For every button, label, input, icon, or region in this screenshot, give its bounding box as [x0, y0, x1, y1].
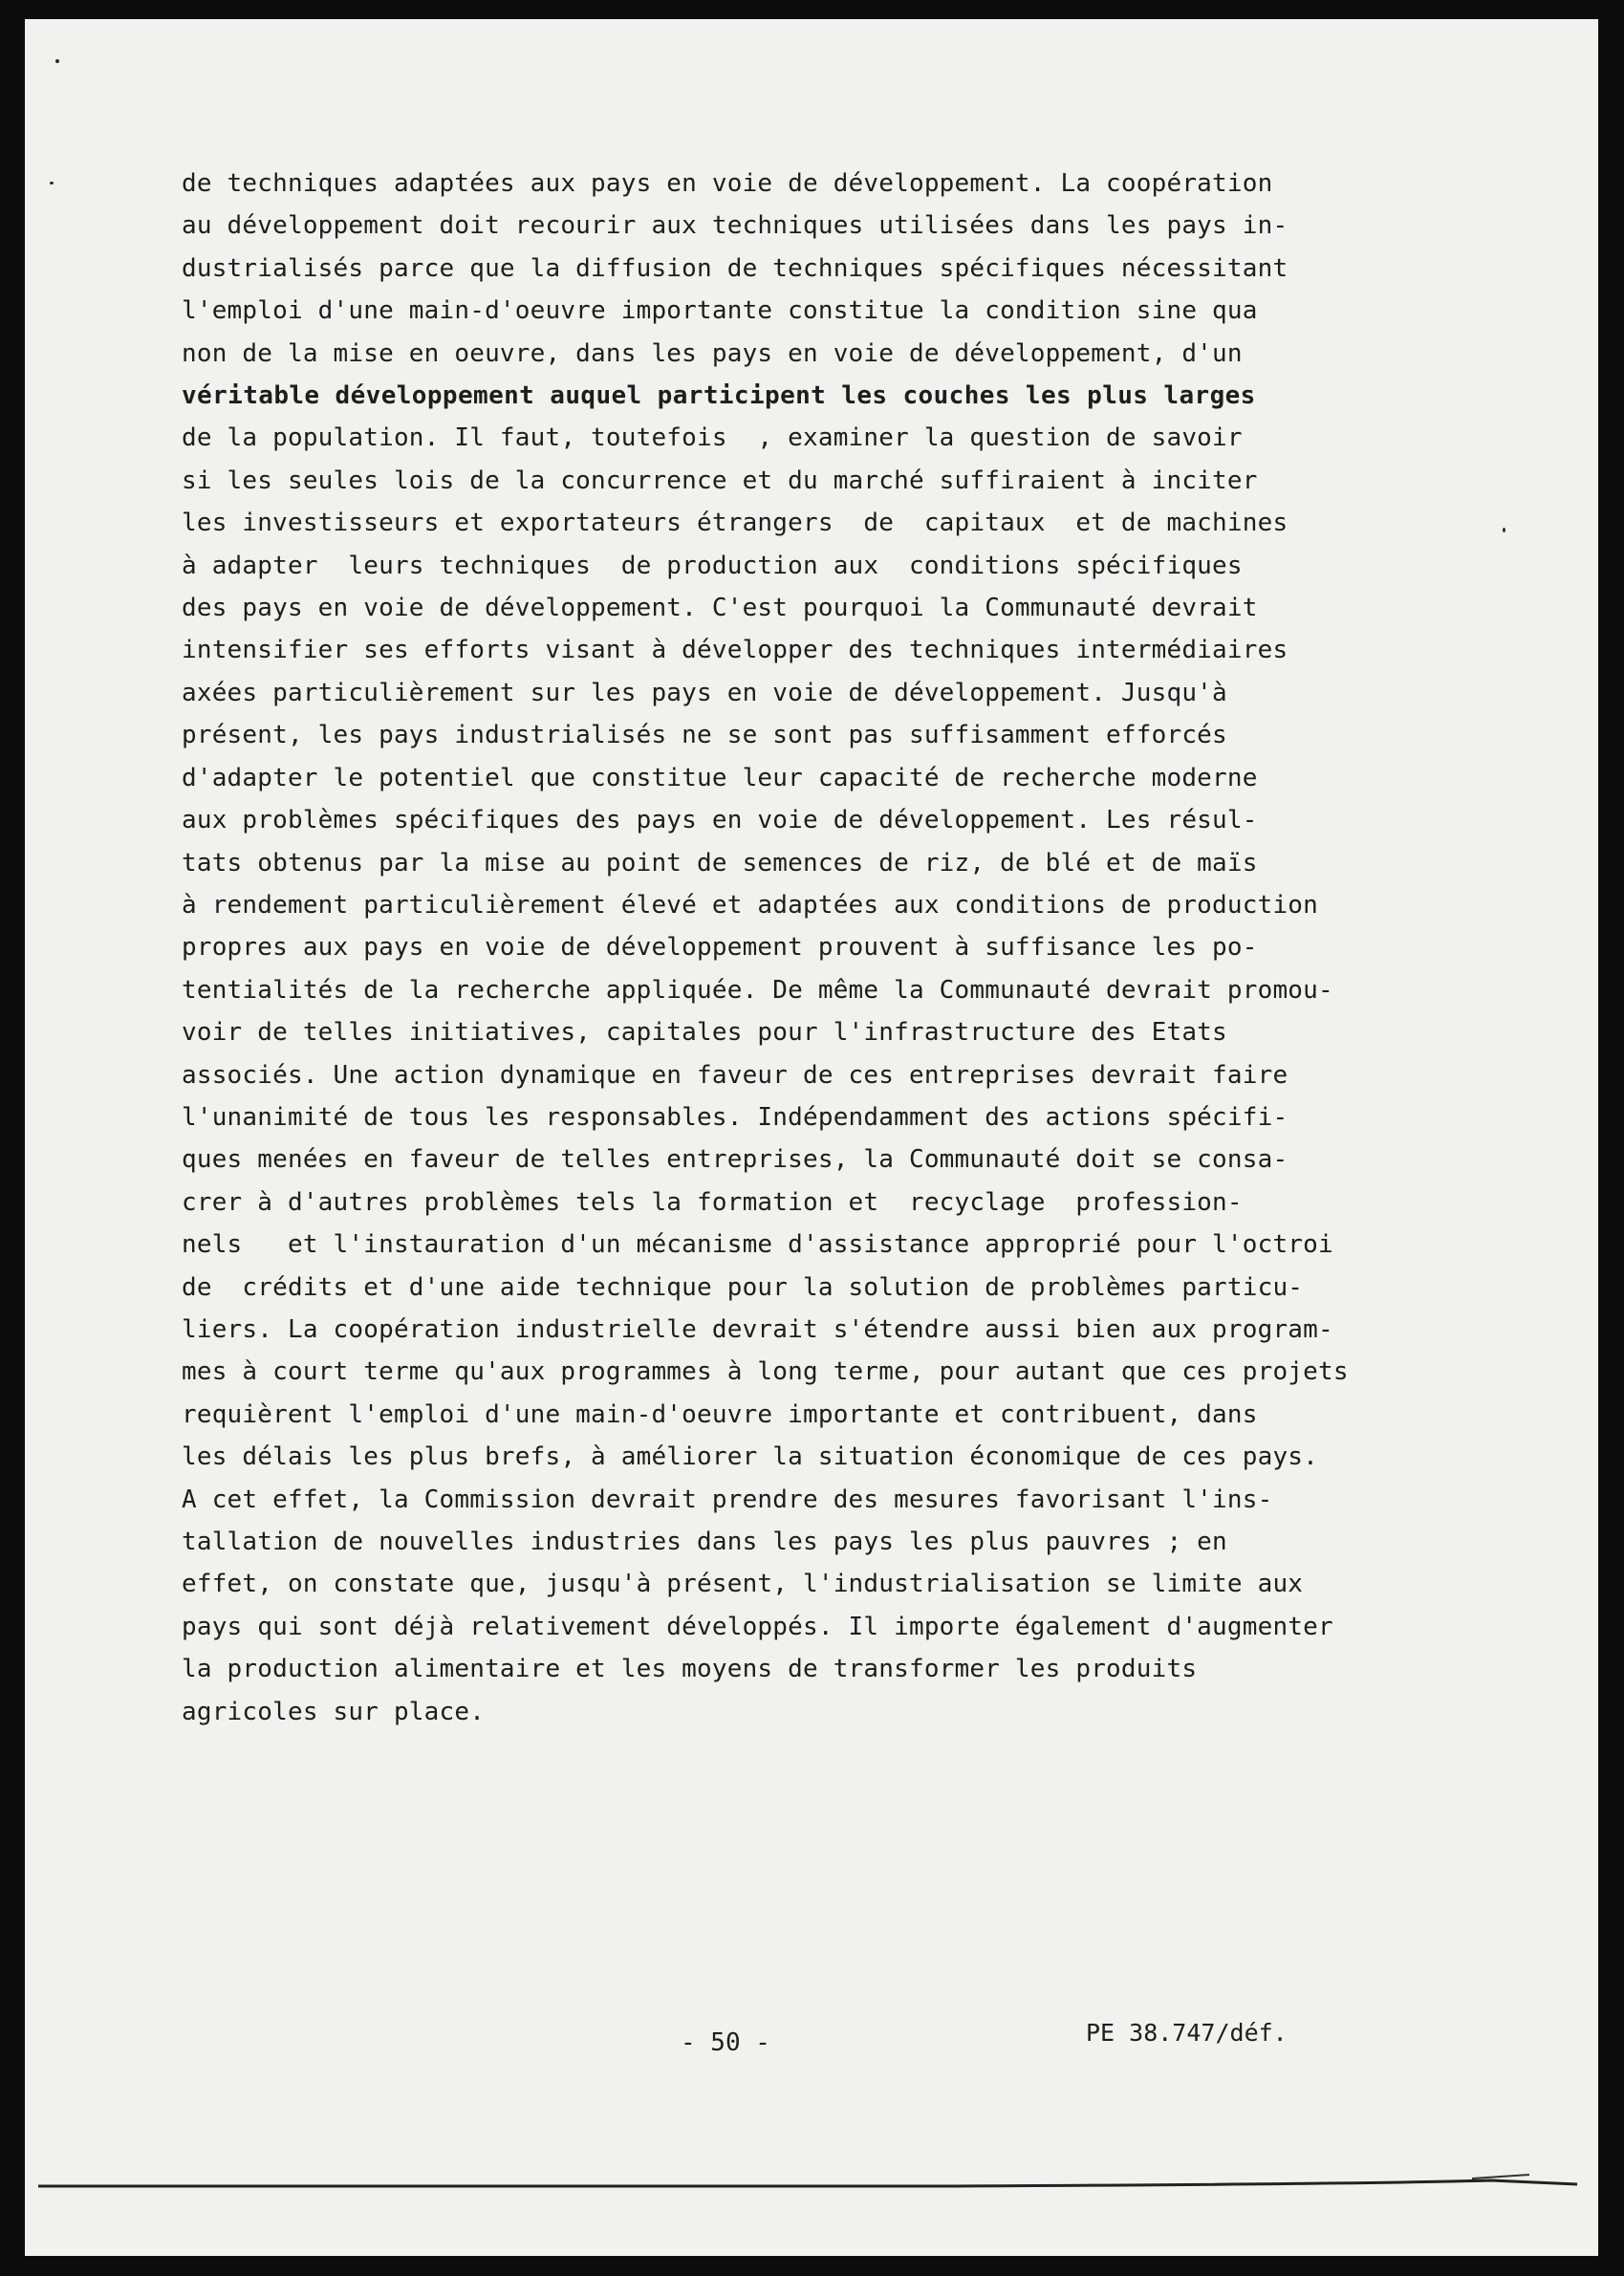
text-line: tats obtenus par la mise au point de semences de riz, de blé et de maïs — [182, 848, 1258, 878]
text-line: l'unanimité de tous les responsables. Indépendamment des actions spécifi- — [182, 1102, 1288, 1132]
text-line: d'adapter le potentiel que constitue leur capacité de recherche moderne — [182, 763, 1258, 792]
text-line: de la population. Il faut, toutefois , examiner la question de savoir — [182, 423, 1243, 453]
text-line: dustrialisés parce que la diffusion de techniques spécifiques nécessitant — [182, 253, 1288, 283]
text-line: propres aux pays en voie de développement prouvent à suffisance les po- — [182, 933, 1258, 963]
page-number: - 50 - — [681, 2028, 770, 2057]
text-line-bold: véritable développement auquel participent les couches les plus larges — [182, 381, 1256, 411]
text-line: requièrent l'emploi d'une main-d'oeuvre importante et contribuent, dans — [182, 1399, 1258, 1429]
text-line: à adapter leurs techniques de production aux conditions spécifiques — [182, 551, 1243, 580]
text-line: associés. Une action dynamique en faveur de ces entreprises devrait faire — [182, 1060, 1288, 1090]
text-line: à rendement particulièrement élevé et adaptées aux conditions de production — [182, 890, 1318, 920]
text-line: de crédits et d'une aide technique pour la solution de problèmes particu- — [182, 1272, 1304, 1302]
text-line: la production alimentaire et les moyens de transformer les produits — [182, 1655, 1198, 1684]
text-line: ques menées en faveur de telles entreprises, la Communauté doit se consa- — [182, 1145, 1288, 1175]
body-text — [182, 163, 1386, 1733]
scan-speck — [55, 59, 59, 63]
text-line: de techniques adaptées aux pays en voie de développement. La coopération — [182, 169, 1273, 198]
text-line: liers. La coopération industrielle devrait s'étendre aussi bien aux program- — [182, 1314, 1333, 1344]
text-line: tallation de nouvelles industries dans les pays les plus pauvres ; en — [182, 1528, 1227, 1556]
text-line: pays qui sont déjà relativement développés. Il importe également d'augmenter — [182, 1612, 1333, 1641]
text-line: l'emploi d'une main-d'oeuvre importante constitue la condition sine qua — [182, 296, 1258, 326]
text-line: nels et l'instauration d'un mécanisme d'assistance approprié pour l'octroi — [182, 1230, 1333, 1260]
text-line: intensifier ses efforts visant à développer des techniques intermédiaires — [182, 636, 1288, 665]
document-reference: PE 38.747/déf. — [1086, 2019, 1288, 2047]
text-line: voir de telles initiatives, capitales pour l'infrastructure des Etats — [182, 1018, 1227, 1048]
text-line: effet, on constate que, jusqu'à présent, l'industrialisation se limite aux — [182, 1570, 1304, 1599]
text-line: tentialités de la recherche appliquée. De même la Communauté devrait promou- — [182, 975, 1333, 1005]
text-line: si les seules lois de la concurrence et du marché suffiraient à inciter — [182, 466, 1258, 495]
text-line: axées particulièrement sur les pays en voie de développement. Jusqu'à — [182, 678, 1227, 707]
text-line: non de la mise en oeuvre, dans les pays en voie de développement, d'un — [182, 338, 1243, 368]
text-line: présent, les pays industrialisés ne se sont pas suffisamment efforcés — [182, 721, 1227, 750]
text-line: les investisseurs et exportateurs étrangers de capitaux et de machines — [182, 509, 1288, 538]
text-line: mes à court terme qu'aux programmes à long terme, pour autant que ces projets — [182, 1357, 1349, 1387]
text-line: au développement doit recourir aux techniques utilisées dans les pays in- — [182, 211, 1288, 241]
text-line: agricoles sur place. — [182, 1697, 486, 1726]
text-line: A cet effet, la Commission devrait prendre des mesures favorisant l'ins- — [182, 1485, 1273, 1514]
text-line: aux problèmes spécifiques des pays en voie de développement. Les résul- — [182, 806, 1258, 835]
text-line: des pays en voie de développement. C'est pourquoi la Communauté devrait — [182, 594, 1258, 623]
scan-speck — [50, 182, 54, 184]
text-line: crer à d'autres problèmes tels la formation et recyclage profession- — [182, 1187, 1243, 1217]
scan-speck — [1503, 528, 1505, 532]
text-line: les délais les plus brefs, à améliorer la situation économique de ces pays. — [182, 1442, 1318, 1472]
scan-edge-line — [0, 2165, 1624, 2203]
